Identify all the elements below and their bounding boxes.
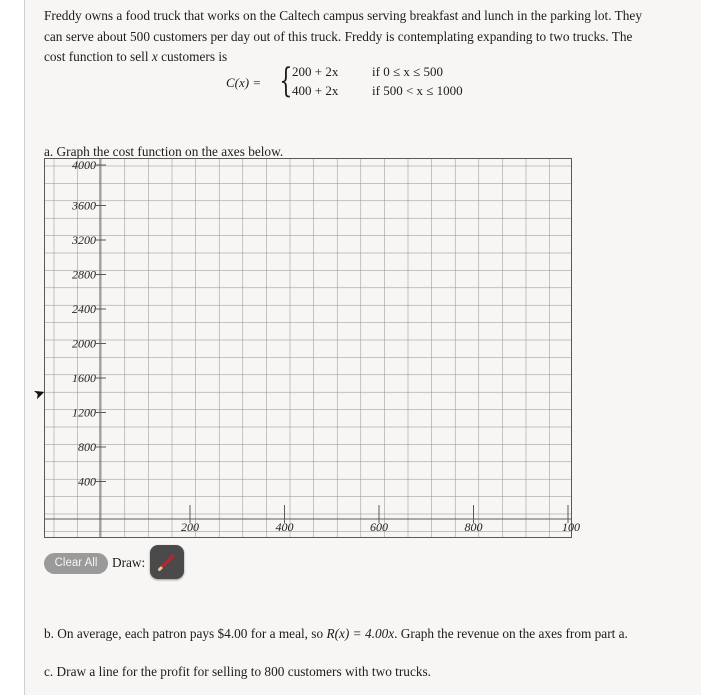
pencil-icon [150, 545, 184, 579]
y-tick-label: 4000 [72, 158, 96, 172]
mouse-cursor-icon: ➤ [31, 385, 48, 404]
cost-function-formula [226, 61, 506, 104]
x-tick-label: 200 [181, 520, 199, 534]
x-tick-label: 100 [562, 520, 580, 534]
formula-lhs: C(x) = [226, 75, 262, 90]
y-tick-label: 1200 [72, 405, 96, 420]
draw-tool-button[interactable] [150, 545, 184, 579]
part-c-prompt: c. Draw a line for the profit for selling to 800 customers with two trucks. [44, 664, 431, 679]
part-b-math: R(x) = 4.00x [326, 626, 395, 641]
x-tick-label: 600 [370, 520, 388, 534]
intro-line-3-post: customers is [157, 49, 228, 64]
part-b-prompt [44, 626, 684, 642]
part-b-post: . Graph the revenue on the axes from part a. [394, 626, 628, 641]
y-tick-label: 800 [78, 440, 96, 454]
x-tick-label: 800 [464, 520, 483, 534]
formula-row2-expr: 400 + 2x [292, 83, 339, 98]
formula-brace: { [279, 61, 293, 101]
y-tick-label: 3200 [72, 233, 96, 247]
intro-line-3-pre: cost function to sell [44, 49, 152, 64]
y-tick-label: 2400 [72, 302, 96, 316]
formula-row2-cond: if 500 < x ≤ 1000 [372, 83, 463, 98]
clear-all-button[interactable]: Clear All [44, 553, 108, 574]
draw-label: Draw: [112, 555, 146, 570]
intro-line-2: can serve about 500 customers per day out of this truck. Freddy is contemplating expanding to two trucks. The [44, 28, 633, 44]
intro-var-x: x [151, 49, 158, 64]
part-b-pre: b. On average, each patron pays $4.00 for a meal, so [44, 626, 327, 641]
graph-border [45, 159, 572, 538]
y-axis [71, 158, 96, 489]
graph-canvas[interactable] [44, 158, 580, 538]
problem-intro [44, 6, 684, 68]
intro-line-1: Freddy owns a food truck that works on the Caltech campus serving breakfast and lunch in the parking lot. They [44, 8, 642, 23]
y-tick-label: 3600 [72, 198, 96, 213]
grid-major-lines [44, 158, 572, 538]
y-tick-label: 400 [78, 474, 96, 489]
x-axis [181, 520, 580, 534]
x-tick-label: 400 [275, 520, 294, 534]
grid-minor-lines [44, 158, 572, 538]
part-a-prompt: a. Graph the cost function on the axes below. [44, 144, 284, 159]
y-tick-label: 2800 [72, 267, 96, 282]
formula-row1-cond: if 0 ≤ x ≤ 500 [372, 64, 443, 79]
formula-row1-expr: 200 + 2x [292, 64, 339, 79]
y-tick-label: 2000 [72, 336, 96, 351]
y-tick-label: 1600 [72, 371, 96, 385]
